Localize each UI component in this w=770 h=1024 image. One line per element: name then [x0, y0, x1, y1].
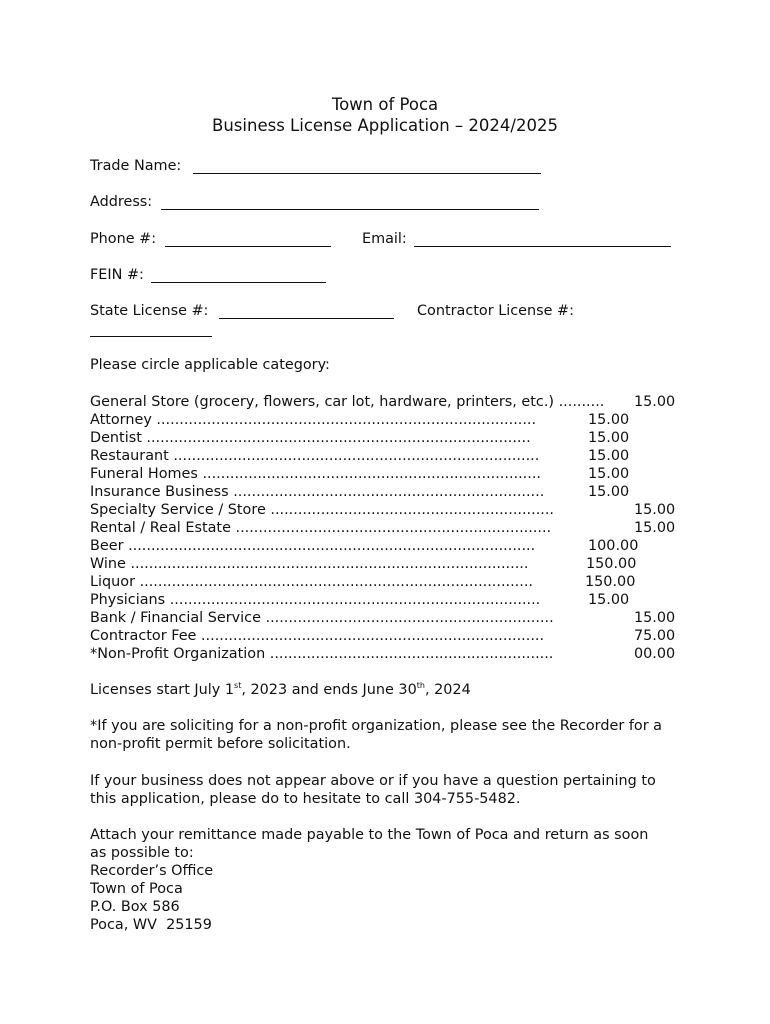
category-row-attorney[interactable]: [90, 411, 680, 429]
category-label: Insurance Business ....................................................................: [90, 484, 545, 500]
category-fee: 75.00: [634, 628, 676, 644]
mailing-town: Town of Poca: [90, 881, 183, 897]
license-period: [90, 681, 471, 699]
fein-field[interactable]: [151, 282, 326, 283]
city-state-zip: Poca, WV 25159: [90, 917, 212, 933]
po-box: P.O. Box 586: [90, 899, 180, 915]
category-label: Specialty Service / Store ..............................................................: [90, 502, 554, 518]
form-title: Business License Application – 2024/2025: [212, 116, 558, 135]
category-row-wine[interactable]: [90, 555, 680, 573]
category-fee: 15.00: [634, 610, 676, 626]
email-label: Email:: [362, 231, 407, 247]
category-row-physicians[interactable]: [90, 591, 680, 609]
recorder-office: Recorder’s Office: [90, 863, 214, 879]
ordinal-suffix: st: [234, 681, 242, 690]
category-instruction: Please circle applicable category:: [90, 357, 330, 373]
category-label: Attorney ...................................................................................: [90, 412, 537, 428]
fein-label: FEIN #:: [90, 267, 144, 283]
state-license-field[interactable]: [219, 318, 394, 319]
phone-label: Phone #:: [90, 231, 157, 247]
category-row-rental-real-estate[interactable]: [90, 519, 680, 537]
license-period-end: , 2023 and ends June 30: [241, 682, 417, 698]
category-fee: 15.00: [634, 502, 676, 518]
license-period-year: , 2024: [424, 682, 471, 698]
contractor-license-label: Contractor License #:: [417, 303, 574, 319]
category-fee: 15.00: [588, 412, 630, 428]
category-label: Liquor ......................................................................................: [90, 574, 533, 590]
category-fee: 15.00: [634, 520, 676, 536]
category-label: Contractor Fee ...........................................................................: [90, 628, 545, 644]
remittance-instructions: Attach your remittance made payable to the Town of Poca and return as soon as possible to:: [90, 827, 649, 861]
category-row-liquor[interactable]: [90, 573, 680, 591]
category-fee: 15.00: [634, 394, 676, 410]
trade-name-label: Trade Name:: [90, 158, 182, 174]
address-label: Address:: [90, 194, 153, 210]
category-label: Dentist ....................................................................................: [90, 430, 531, 446]
category-fee: 150.00: [586, 556, 637, 572]
category-fee: 15.00: [588, 430, 630, 446]
state-license-label: State License #:: [90, 303, 209, 319]
category-row-contractor-fee[interactable]: [90, 627, 680, 645]
category-row-bank-financial[interactable]: [90, 609, 680, 627]
contractor-license-field[interactable]: [90, 336, 212, 337]
category-fee: 15.00: [588, 484, 630, 500]
category-label: Wine .......................................................................................: [90, 556, 529, 572]
license-period-start: Licenses start July 1: [90, 682, 235, 698]
category-row-specialty-service[interactable]: [90, 501, 680, 519]
category-fee: 100.00: [588, 538, 639, 554]
category-row-funeral-homes[interactable]: [90, 465, 680, 483]
phone-field[interactable]: [165, 246, 331, 247]
category-label: Restaurant ................................................................................: [90, 448, 540, 464]
category-row-beer[interactable]: [90, 537, 680, 555]
category-row-general-store[interactable]: [90, 393, 680, 411]
category-label: *Non-Profit Organization ..............................................................: [90, 646, 554, 662]
trade-name-field[interactable]: [193, 173, 541, 174]
email-field[interactable]: [414, 246, 671, 247]
category-label: Physicians .................................................................................: [90, 592, 541, 608]
category-fee: 15.00: [588, 466, 630, 482]
category-fee: 150.00: [585, 574, 636, 590]
category-label: Funeral Homes ..........................................................................: [90, 466, 541, 482]
category-row-insurance-business[interactable]: [90, 483, 680, 501]
nonprofit-note: *If you are soliciting for a non-profit organization, please see the Recorder for a non-profit permit before solicitation.: [90, 718, 663, 752]
category-row-dentist[interactable]: [90, 429, 680, 447]
category-row-restaurant[interactable]: [90, 447, 680, 465]
category-fee: 00.00: [634, 646, 676, 662]
category-label: Bank / Financial Service ...............................................................: [90, 610, 554, 626]
category-fee: 15.00: [588, 448, 630, 464]
town-heading: Town of Poca: [331, 95, 439, 114]
category-fee: 15.00: [588, 592, 630, 608]
address-field[interactable]: [161, 209, 539, 210]
question-note: If your business does not appear above or if you have a question pertaining to this application, please do to hesitate to call 304-755-5482.: [90, 773, 656, 807]
category-row-non-profit[interactable]: [90, 645, 680, 663]
category-label: General Store (grocery, flowers, car lot, hardware, printers, etc.) ..........: [90, 394, 605, 410]
ordinal-suffix: th: [416, 681, 425, 690]
category-label: Rental / Real Estate .....................................................................: [90, 520, 552, 536]
category-label: Beer .........................................................................................: [90, 538, 536, 554]
